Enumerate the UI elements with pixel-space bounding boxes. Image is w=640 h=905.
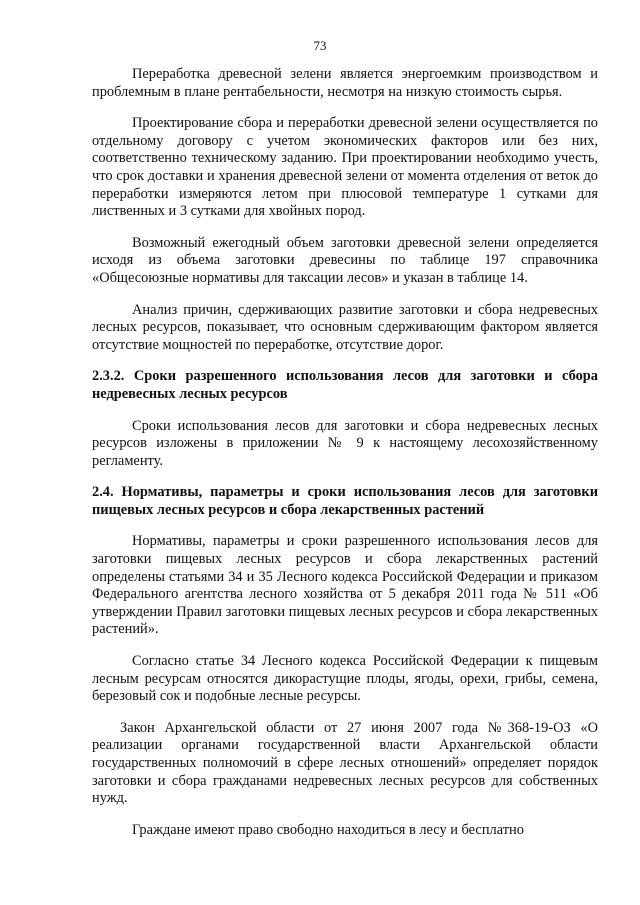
paragraph-article-34: Согласно статье 34 Лесного кодекса Российской Федерации к пищевым лесным ресурсам относятся дикорастущие плоды, ягоды, орехи, грибы, семена, березовый сок и подобные лесные ресурсы. [92, 653, 598, 705]
page-number: 73 [313, 38, 327, 53]
paragraph-annual-volume: Возможный ежегодный объем заготовки древесной зелени определяется исходя из объема заготовки древесины по таблице 197 справочника «Общесоюзные нормативы для таксации лесов» и указан в таблице 14. [92, 234, 598, 286]
paragraph-design-collection: Проектирование сбора и переработки древесной зелени осуществляется по отдельному договору с учетом экономических факторов или без них, соответственно техническому заданию. При проектировании необходимо учесть, что срок доставки и хранения древесной зелени от момента отделения от веток до переработки измеряются летом при плюсовой температуре 1 сутками для лиственных и 3 сутками для хвойных пород. [92, 115, 598, 220]
paragraph-usage-terms: Сроки использования лесов для заготовки и сбора недревесных лесных ресурсов изложены в приложении № 9 к настоящему лесохозяйственному регламенту. [92, 417, 598, 469]
section-heading-2-4: 2.4. Нормативы, параметры и сроки использования лесов для заготовки пищевых лесных ресурсов и сбора лекарственных растений [92, 484, 598, 518]
paragraph-greenery-processing: Переработка древесной зелени является энергоемким производством и проблемным в плане рентабельности, несмотря на низкую стоимость сырья. [92, 66, 598, 100]
section-heading-2-3-2: 2.3.2. Сроки разрешенного использования лесов для заготовки и сбора недревесных лесных ресурсов [92, 368, 598, 402]
paragraph-citizens-rights: Граждане имеют право свободно находиться в лесу и бесплатно [132, 821, 524, 838]
document-body [92, 66, 598, 853]
paragraph-regional-law: Закон Архангельской области от 27 июня 2007 года №368-19-ОЗ «О реализации органами государственной власти Архангельской области государственных полномочий в сфере лесных отношений» определяет порядок заготовки и сбора гражданами недревесных лесных ресурсов для собственных нужд. [92, 719, 598, 807]
paragraph-analysis: Анализ причин, сдерживающих развитие заготовки и сбора недревесных лесных ресурсов, показывает, что основным сдерживающим фактором является отсутствие мощностей по переработке, отсутствие дорог. [92, 301, 598, 353]
paragraph-norms-parameters: Нормативы, параметры и сроки разрешенного использования лесов для заготовки пищевых лесных ресурсов и сбора лекарственных растений определены статьями 34 и 35 Лесного кодекса Российской Федерации и приказом Федерального агентства лесного хозяйства от 5 декабря 2011 года № 511 «Об утверждении Правил заготовки пищевых лесных ресурсов и сбора лекарственных растений». [92, 533, 598, 638]
